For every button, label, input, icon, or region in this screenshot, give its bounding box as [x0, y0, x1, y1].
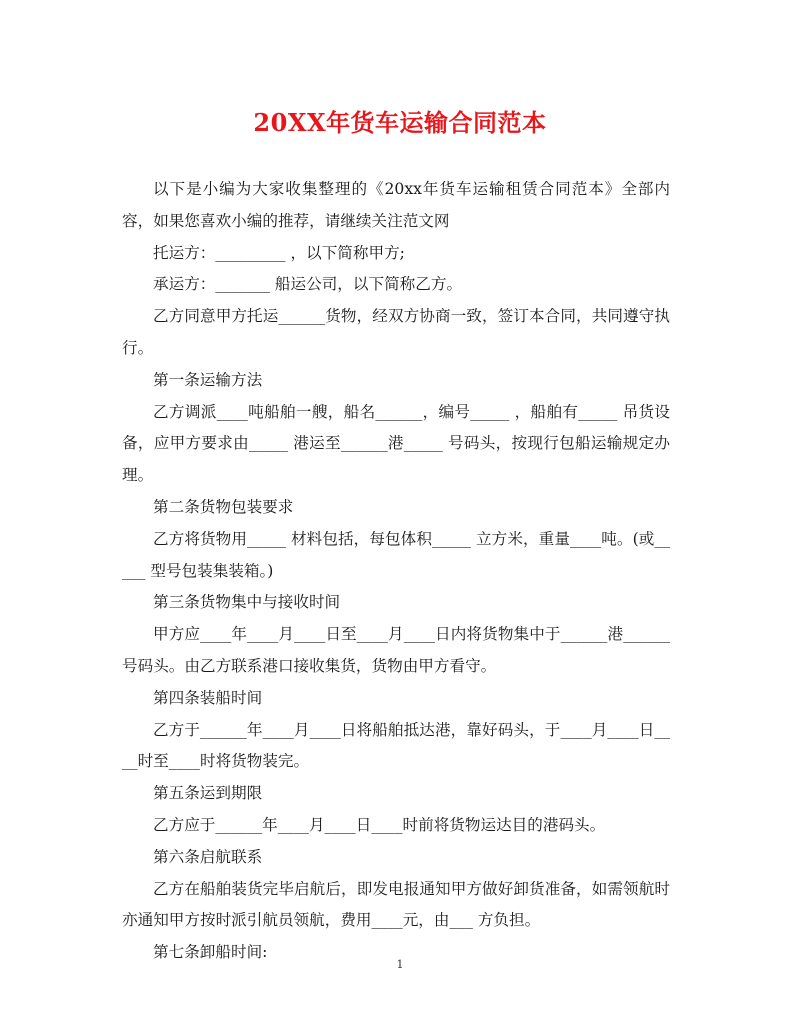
article-1-heading: 第一条运输方法	[153, 370, 263, 389]
article-6-heading: 第六条启航联系	[153, 847, 263, 866]
article-3-heading: 第三条货物集中与接收时间	[153, 593, 341, 612]
article-6-text: 乙方在船舶装货完毕启航后，即发电报通知甲方做好卸货准备，如需领航时亦通知甲方按时派引航员领航，费用____元，由___ 方负担。	[122, 879, 670, 930]
document-title: 20XX年货车运输合同范本	[253, 108, 547, 137]
intro-paragraph: 以下是小编为大家收集整理的《20xx年货车运输租赁合同范本》全部内容，如果您喜欢小编的推荐，请继续关注范文网	[122, 180, 670, 230]
article-1-text: 乙方调派____吨船舶一艘，船名______，编号_____ ，船舶有_____ 吊货设备，应甲方要求由_____ 港运至______港_____ 号码头，按现行包船运输规定办理。	[122, 402, 670, 485]
article-7-heading: 第七条卸船时间:	[153, 943, 268, 962]
agreement-paragraph: 乙方同意甲方托运______货物，经双方协商一致，签订本合同，共同遵守执行。	[122, 307, 670, 357]
consignor-line: 托运方：_________ ，以下简称甲方;	[153, 243, 405, 262]
article-3-text: 甲方应____年____月____日至____月____日内将货物集中于______港______号码头。由乙方联系港口接收集货，货物由甲方看守。	[122, 625, 670, 675]
carrier-line: 承运方：_______ 船运公司，以下简称乙方。	[153, 275, 463, 294]
article-5-heading: 第五条运到期限	[153, 784, 263, 803]
article-2-text: 乙方将货物用_____ 材料包括，每包体积_____ 立方米，重量____吨。(或_____ 型号包装集装箱。)	[122, 529, 670, 580]
article-4-heading: 第四条装船时间	[153, 688, 263, 707]
document-body	[122, 174, 670, 969]
article-4-text: 乙方于______年____月____日将船舶抵达港，靠好码头，于____月____日____时至____时将货物装完。	[122, 720, 670, 771]
article-5-text: 乙方应于______年____月____日____时前将货物运达目的港码头。	[153, 815, 606, 834]
page-number: 1	[396, 958, 404, 971]
article-2-heading: 第二条货物包装要求	[153, 497, 294, 516]
